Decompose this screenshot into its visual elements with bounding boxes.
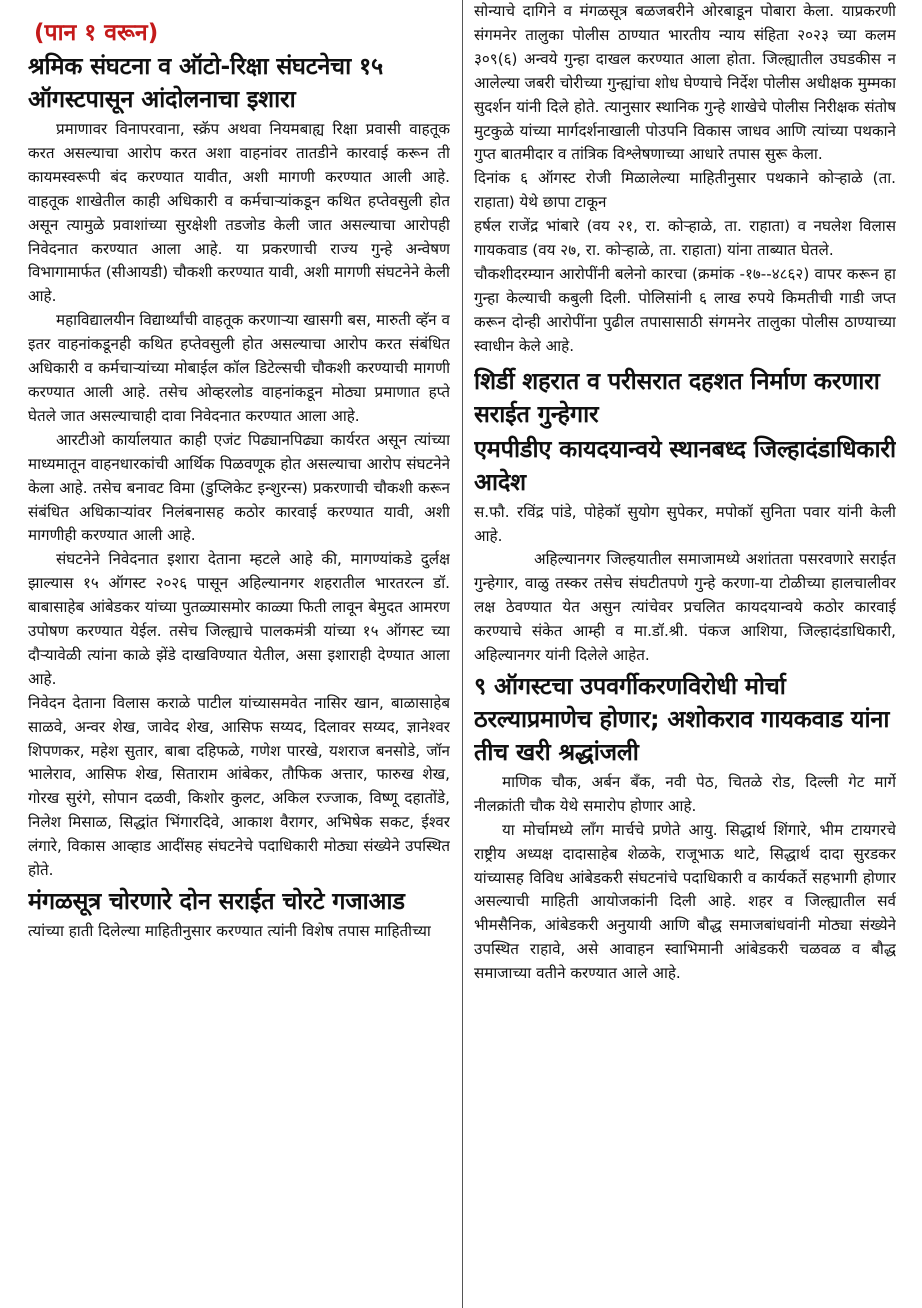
continued-paragraph: चौकशीदरम्यान आरोपींनी बलेनो कारचा (क्रमांक -१७--४८६२) वापर करून हा गुन्हा केल्याची कबुली दिली. पोलिसांनी ६ लाख रुपये किमतीची गाडी जप्त करून दोन्ही आरोपींना पुढील तपासासाठी संगमनेर तालुका पोलीस ठाण्याच्या स्वाधीन केले आहे. <box>474 264 896 355</box>
article-paragraph: या मोर्चामध्ये लॉंग मार्चचे प्रणेते आयु. सिद्धार्थ शिंगारे, भीम टायगरचे राष्ट्रीय अध्यक्ष दादासाहेब शेळके, राजूभाऊ थाटे, सिद्धार्थ दादा सुरडकर यांच्यासह विविध आंबेडकरी संघटनांचे पदाधिकारी व कार्यकर्ते सहभागी होणार असल्याची माहिती आयोजकांनी दिली आहे. शहर व जिल्ह्यातील सर्व भीमसैनिक, आंबेडकरी अनुयायी आणि बौद्ध समाजबांधवांनी मोठ्या संख्येने उपस्थित राहावे, असे आवाहन स्वाभिमानी आंबेडकरी चळवळ व बौद्ध समाजाच्या वतीने करण्यात आले आहे. <box>474 820 896 983</box>
right-column <box>474 0 896 1308</box>
column-divider <box>462 0 463 1308</box>
article-headline-labour-union: श्रमिक संघटना व ऑटो-रिक्षा संघटनेचा १५ ऑगस्टपासून आंदोलनाचा इशारा <box>28 52 384 113</box>
article-paragraph: स.फौ. रविंद्र पांडे, पोहेकॉ सुयोग सुपेकर, मपोकॉ सुनिता पवार यांनी केली आहे. <box>474 502 896 545</box>
article-paragraph: निवेदन देताना विलास कराळे पाटील यांच्यासमवेत नासिर खान, बाळासाहेब साळवे, अन्वर शेख, जावेद शेख, आसिफ सय्यद, दिलावर सय्यद, ज्ञानेश्वर शिपणकर, महेश सुतार, बाबा दहिफळे, गणेश पारखे, यशराज बनसोडे, जॉन भालेराव, आसिफ शेख, सिताराम आंबेकर, तौफिक अत्तार, फारुख शेख, गोरख सुरंगे, सोपान दळवी, किशोर कुलट, अकिल रज्जाक, विष्णू दहातोंडे, निलेश मिसाळ, सिद्धांत भिंगारदिवे, आकाश वैरागर, अभिषेक सकट, ईश्वर लंगारे, विकास आव्हाड आदींसह संघटनेचे पदाधिकारी मोठ्या संख्येने उपस्थित होते. <box>28 693 450 880</box>
article-subheadline-mpda: एमपीडीए कायदयान्वये स्थानबध्द जिल्हादंडाधिकारी आदेश <box>474 434 896 496</box>
article-headline-shirdi-criminal: शिर्डी शहरात व परीसरात दहशत निर्माण करणारा सराईत गुन्हेगार <box>474 366 880 428</box>
jump-label: (पान १ वरून) <box>34 20 159 46</box>
article-headline-morcha: ९ ऑगस्टचा उपवर्गीकरणविरोधी मोर्चा ठरल्याप्रमाणेच होणार; अशोकराव गायकवाड यांना तीच खरी श्रद्धांजली <box>474 671 890 766</box>
continued-paragraph: सोन्याचे दागिने व मंगळसूत्र बळजबरीने ओरबाडून पोबारा केला. याप्रकरणी संगमनेर तालुका पोलीस ठाण्यात भारतीय न्याय संहिता २०२३ च्या कलम ३०९(६) अन्वये गुन्हा दाखल करण्यात आला होता. जिल्ह्यातील उघडकीस न आलेल्या जबरी चोरीच्या गुन्ह्यांचा शोध घेण्याचे निर्देश पोलीस अधीक्षक मुम्मका सुदर्शन यांनी दिले होते. त्यानुसार स्थानिक गुन्हे शाखेचे पोलीस निरीक्षक संतोष मुटकुळे यांच्या मार्गदर्शनाखाली पोउपनि विकास जाधव आणि त्यांच्या पथकाने गुप्त बातमीदार व तांत्रिक विश्लेषणाच्या आधारे तपास सुरू केला. <box>474 2 896 164</box>
left-column <box>28 0 450 1308</box>
continued-paragraph: हर्षल राजेंद्र भांबारे (वय २१, रा. कोऱ्हाळे, ता. राहाता) व नघलेश विलास गायकवाड (वय २७, रा. कोऱ्हाळे, ता. राहाता) यांना ताब्यात घेतले. <box>474 217 896 260</box>
article-paragraph: महाविद्यालयीन विद्यार्थ्यांची वाहतूक करणाऱ्या खासगी बस, मारुती व्हॅन व इतर वाहनांकडूनही कथित हप्तेवसुली होत असल्याचा आरोप करत संबंधित अधिकारी व कर्मचाऱ्यांच्या मोबाईल कॉल डिटेल्सची चौकशी करण्याची मागणी करण्यात आली आहे. तसेच ओव्हरलोड वाहनांकडून मोठ्या प्रमाणात हप्ते घेतले जात असल्याचाही दावा निवेदनात करण्यात आला आहे. <box>28 311 450 425</box>
article-paragraph: प्रमाणावर विनापरवाना, स्क्रॅप अथवा नियमबाह्य रिक्षा प्रवासी वाहतूक करत असल्याचा आरोप करत अशा वाहनांवर तातडीने कारवाई करून ती कायमस्वरूपी बंद करण्यात यावीत, अशी मागणी करण्यात आली आहे. वाहतूक शाखेतील काही अधिकारी व कर्मचाऱ्यांकडून कथित हप्तेवसुली होत असून त्यामुळे प्रवाशांच्या सुरक्षेशी तडजोड केली जात असल्याचा आरोपही निवेदनात करण्यात आला आहे. या प्रकरणाची राज्य गुन्हे अन्वेषण विभागामार्फत (सीआयडी) चौकशी करण्यात यावी, अशी मागणी संघटनेने केली आहे. <box>28 120 450 306</box>
article-paragraph-cut: त्यांच्या हाती दिलेल्या माहितीनुसार करण्यात त्यांनी विशेष तपास माहितीच्या <box>28 922 431 940</box>
article-paragraph: अहिल्यानगर जिल्हयातील समाजामध्ये अशांतता पसरवणारे सराईत गुन्हेगार, वाळु तस्कर तसेच संघटीतपणे गुन्हे करणा-या टोळीच्या हालचालीवर लक्ष ठेवण्यात येत असुन त्यांचेवर प्रचलित कायदयान्वये कठोर कारवाई करण्याचे संकेत आम्ही व मा.डॉ.श्री. पंकज आशिया, जिल्हादंडाधिकारी, अहिल्यानगर यांनी दिलेले आहेत. <box>474 550 896 665</box>
article-paragraph: माणिक चौक, अर्बन बँक, नवी पेठ, चितळे रोड, दिल्ली गेट मार्गे नीलक्रांती चौक येथे समारोप होणार आहे. <box>474 772 896 815</box>
article-paragraph: आरटीओ कार्यालयात काही एजंट पिढ्यानपिढ्या कार्यरत असून त्यांच्या माध्यमातून वाहनधारकांची आर्थिक पिळवणूक होत असल्याचा आरोप संघटनेने केला आहे. तसेच बनावट विमा (डुप्लिकेट इन्शुरन्स) प्रकरणाची चौकशी करून संबंधित अधिकाऱ्यांवर निलंबनासह कठोर कारवाई करण्यात यावी, अशी मागणीही करण्यात आली आहे. <box>28 430 450 545</box>
article-paragraph: संघटनेने निवेदनात इशारा देताना म्हटले आहे की, मागण्यांकडे दुर्लक्ष झाल्यास १५ ऑगस्ट २०२६ पासून अहिल्यानगर शहरातील भारतरत्न डॉ. बाबासाहेब आंबेडकर यांच्या पुतळ्यासमोर काळ्या फिती लावून बेमुदत आमरण उपोषण करण्यात येईल. तसेच जिल्ह्याचे पालकमंत्री यांच्या १५ ऑगस्ट च्या दौऱ्यावेळी त्यांना काळे झेंडे दाखविण्यात येतील, असा इशाराही देण्यात आला आहे. <box>28 550 450 688</box>
continued-paragraph: दिनांक ६ ऑगस्ट रोजी मिळालेल्या माहितीनुसार पथकाने कोऱ्हाळे (ता. राहाता) येथे छापा टाकून <box>474 169 896 212</box>
article-headline-mangalsutra-theft: मंगळसूत्र चोरणारे दोन सराईत चोरटे गजाआड <box>28 887 405 915</box>
